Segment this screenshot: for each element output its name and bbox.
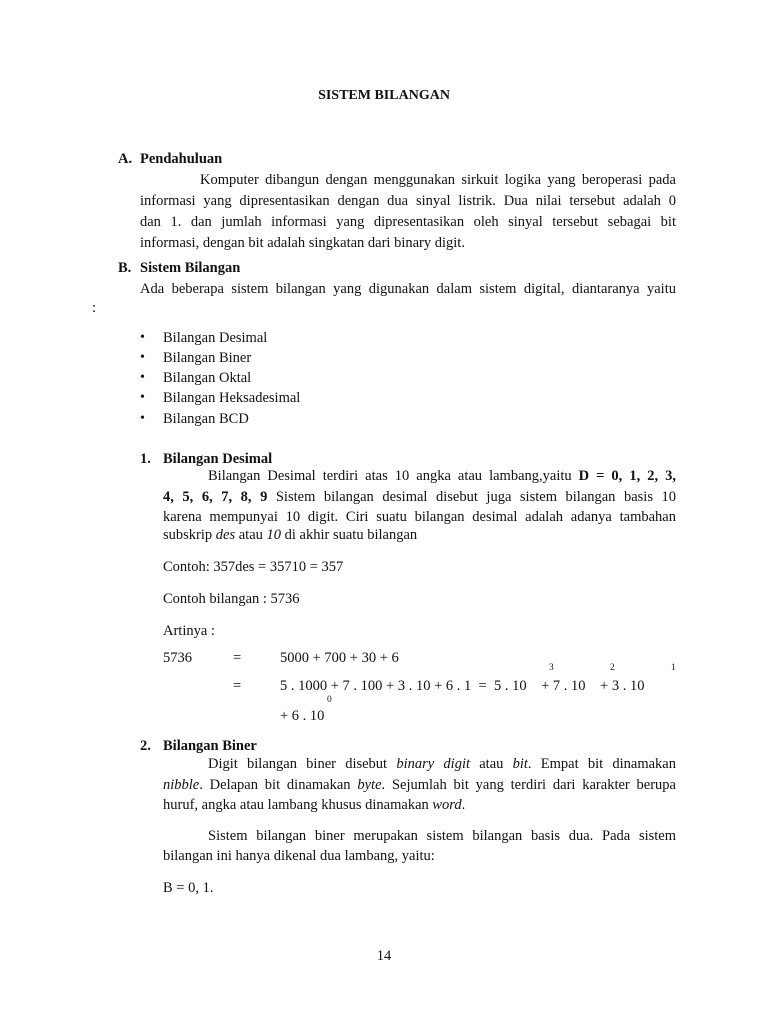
section-a-line-3: dan 1. dan jumlah informasi yang dipresentasikan oleh sinyal tersebut sebagai bit <box>140 214 676 230</box>
section-a-marker: A. <box>118 151 133 167</box>
exponent-2: 2 <box>610 663 615 673</box>
contoh-2: Contoh bilangan : 5736 <box>163 591 300 607</box>
list-item: Bilangan Desimal <box>163 330 268 346</box>
bullet-icon: • <box>140 390 145 405</box>
list-item: Bilangan Heksadesimal <box>163 390 301 406</box>
sub2-p3: B = 0, 1. <box>163 880 214 896</box>
sub1-line-2: 4, 5, 6, 7, 8, 9 Sistem bilangan desimal disebut juga sistem bilangan basis 10 <box>163 489 677 505</box>
equation-line-2: 5 . 1000 + 7 . 100 + 3 . 10 + 6 . 1 = 5 . 10 + 7 . 10 + 3 . 10 <box>280 678 645 694</box>
section-a-line-1: Komputer dibangun dengan menggunakan sirkuit logika yang beroperasi pada <box>200 172 676 188</box>
bullet-icon: • <box>140 330 145 345</box>
section-a-line-2: informasi yang dipresentasikan dengan dua sinyal listrik. Dua nilai tersebut adalah 0 <box>140 193 676 209</box>
equation-line-1: 5000 + 700 + 30 + 6 <box>280 650 399 666</box>
sub2-p1-line-2: nibble. Delapan bit dinamakan byte. Sejumlah bit yang terdiri dari karakter berupa <box>163 777 676 793</box>
equals-sign: = <box>233 678 242 694</box>
list-item: Bilangan Biner <box>163 350 252 366</box>
sub2-marker: 2. <box>140 738 151 754</box>
equals-sign: = <box>233 650 242 666</box>
exponent-0: 0 <box>327 695 332 705</box>
sub1-line-4: subskrip des atau 10 di akhir suatu bilangan <box>163 527 418 543</box>
bullet-icon: • <box>140 370 145 385</box>
sub1-line-1: Bilangan Desimal terdiri atas 10 angka atau lambang,yaitu D = 0, 1, 2, 3, <box>208 468 677 484</box>
list-item: Bilangan BCD <box>163 411 249 427</box>
equation-line-3: + 6 . 10 <box>280 708 325 724</box>
exponent-3: 3 <box>549 663 554 673</box>
bullet-icon: • <box>140 411 145 426</box>
list-item: Bilangan Oktal <box>163 370 252 386</box>
bullet-icon: • <box>140 350 145 365</box>
sub1-heading: Bilangan Desimal <box>163 451 273 467</box>
section-b-marker: B. <box>118 260 132 276</box>
section-a-heading: Pendahuluan <box>140 151 223 167</box>
sub1-marker: 1. <box>140 451 151 467</box>
equation-number: 5736 <box>163 650 192 666</box>
section-a-line-4: informasi, dengan bit adalah singkatan dari binary digit. <box>140 235 465 251</box>
sub2-p1-line-3: huruf, angka atau lambang khusus dinamakan word. <box>163 797 466 813</box>
sub2-p2-line-2: bilangan ini hanya dikenal dua lambang, yaitu: <box>163 848 435 864</box>
sub2-heading: Bilangan Biner <box>163 738 257 754</box>
sub1-line-3: karena mempunyai 10 digit. Ciri suatu bilangan desimal adalah adanya tambahan <box>163 509 676 525</box>
sub2-p2-line-1: Sistem bilangan biner merupakan sistem bilangan basis dua. Pada sistem <box>208 828 676 844</box>
section-b-heading: Sistem Bilangan <box>140 260 241 276</box>
exponent-1: 1 <box>671 663 676 673</box>
sub2-p1-line-1: Digit bilangan biner disebut binary digit atau bit. Empat bit dinamakan <box>208 756 676 772</box>
page-number: 14 <box>376 948 392 964</box>
artinya-label: Artinya : <box>163 623 215 639</box>
contoh-1: Contoh: 357des = 35710 = 357 <box>163 559 344 575</box>
page-title: SISTEM BILANGAN <box>318 88 450 103</box>
section-b-intro: Ada beberapa sistem bilangan yang digunakan dalam sistem digital, diantaranya yaitu <box>140 281 676 297</box>
section-b-colon: : <box>92 300 97 316</box>
